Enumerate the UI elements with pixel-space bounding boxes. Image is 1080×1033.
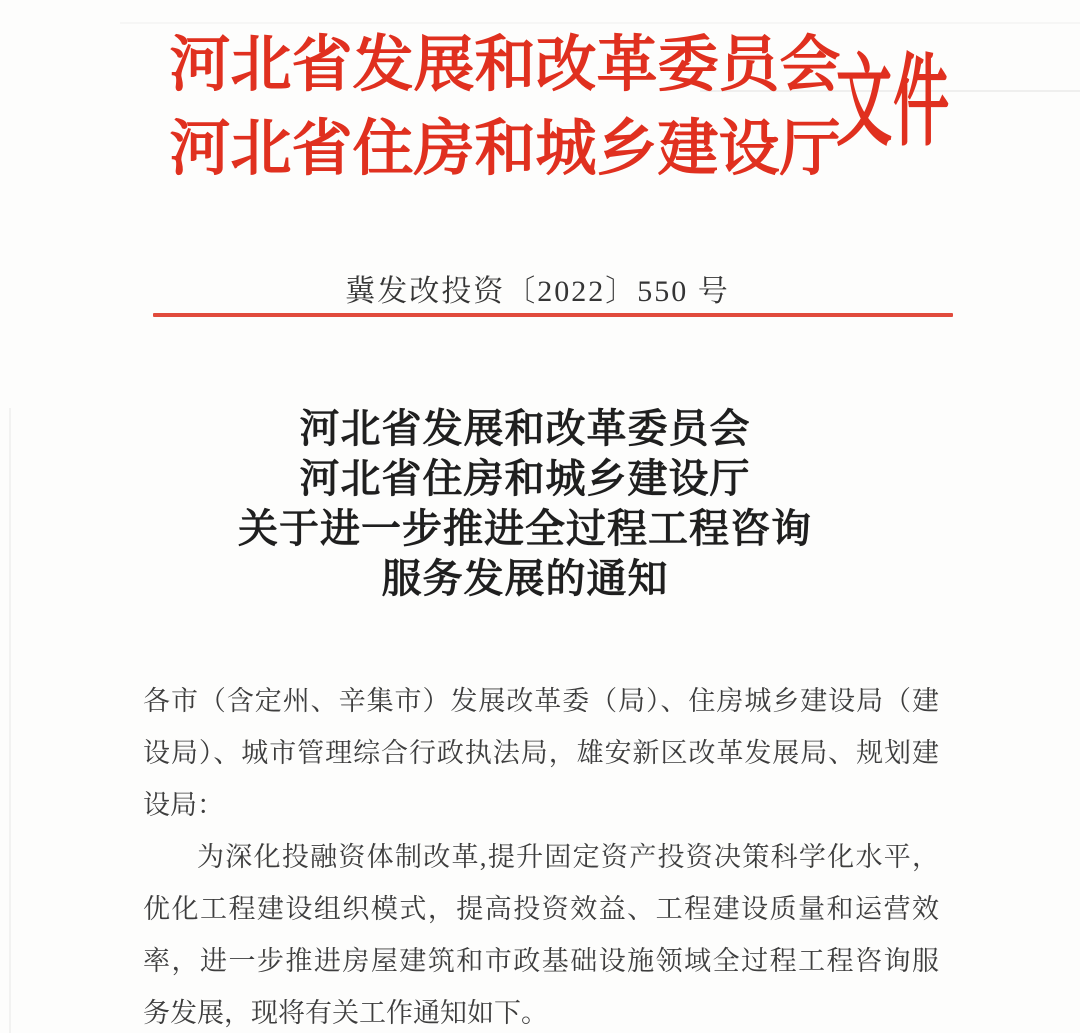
title-line-1: 河北省发展和改革委员会 xyxy=(299,406,751,451)
paragraph-line-3: 率，进一步推进房屋建筑和市政基础设施领域全过程工程咨询服 xyxy=(143,946,939,976)
paragraph-line-4: 务发展，现将有关工作通知如下。 xyxy=(143,998,548,1028)
letterhead-agency-names xyxy=(165,24,845,192)
title-line-4: 服务发展的通知 xyxy=(381,556,669,601)
letterhead-agency-line2: 河北省住房和城乡建设厅 xyxy=(169,116,841,183)
red-divider-rule xyxy=(153,313,953,317)
document-body xyxy=(143,675,939,1033)
title-line-3: 关于进一步推进全过程工程咨询 xyxy=(238,506,812,551)
letterhead-agency-line1: 河北省发展和改革委员会 xyxy=(169,32,841,99)
document-title xyxy=(0,404,1050,604)
letterhead-document-word: 文件 xyxy=(836,47,951,158)
addressee-line-2: 设局）、城市管理综合行政执法局，雄安新区改革发展局、规划建 xyxy=(143,738,939,768)
addressee-line-1: 各市（含定州、辛集市）发展改革委（局）、住房城乡建设局（建 xyxy=(143,686,939,716)
title-line-2: 河北省住房和城乡建设厅 xyxy=(299,456,751,501)
document-number: 冀发改投资〔2022〕550 号 xyxy=(345,275,730,308)
paragraph-line-1: 为深化投融资体制改革,提升固定资产投资决策科学化水平， xyxy=(197,842,939,872)
addressee-line-3: 设局： xyxy=(143,790,224,820)
paragraph-line-2: 优化工程建设组织模式，提高投资效益、工程建设质量和运营效 xyxy=(143,894,939,924)
